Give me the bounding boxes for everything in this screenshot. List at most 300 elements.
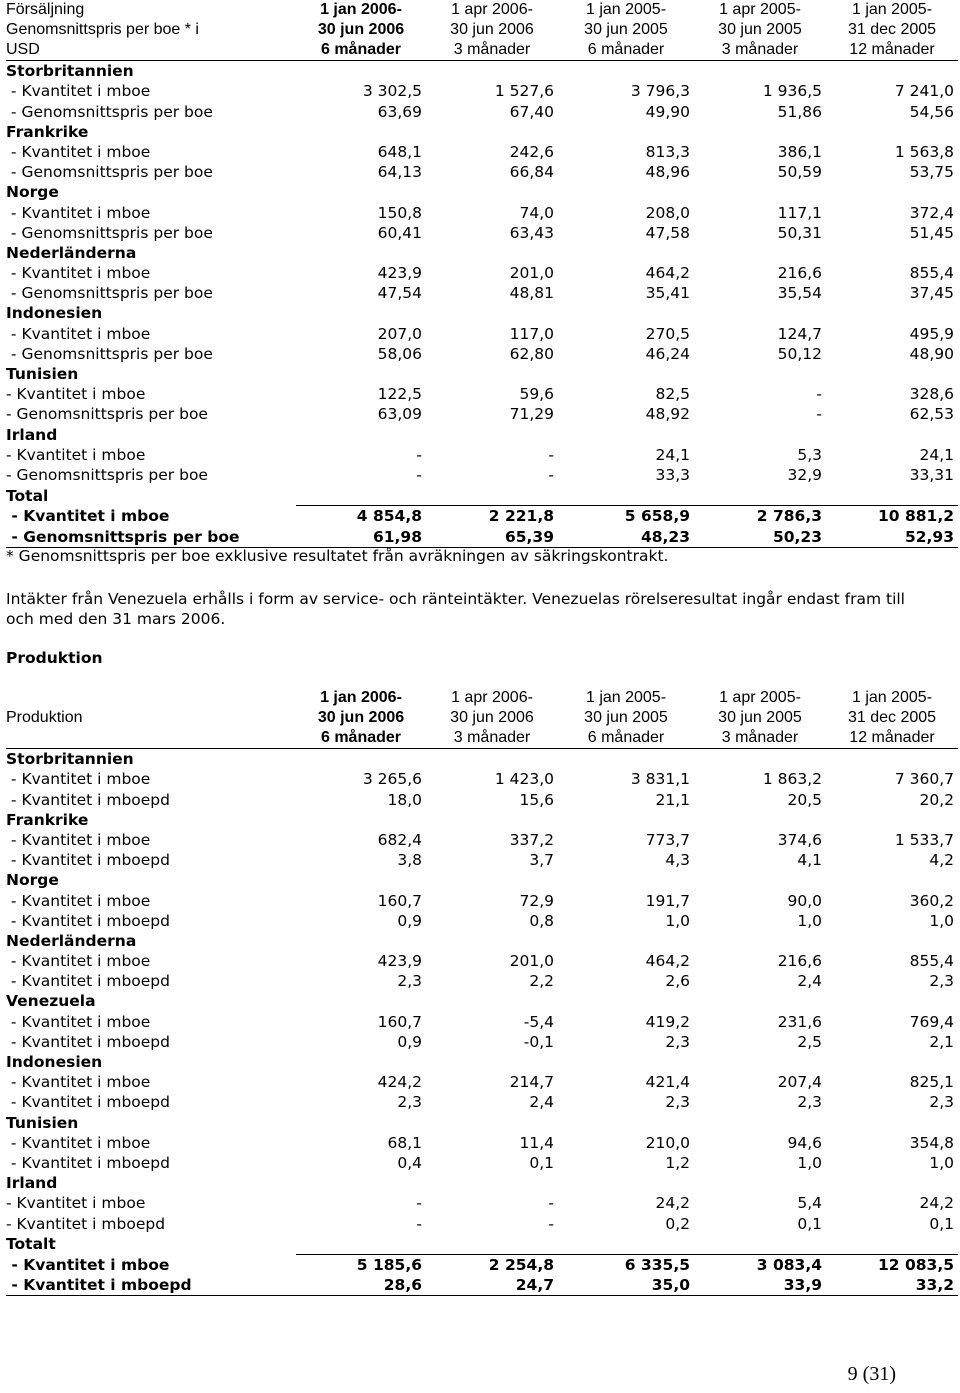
header-label-line: Genomsnittspris per boe * i [6, 21, 199, 38]
value-cell: -5,4 [523, 1012, 554, 1031]
value-cell: 5,4 [797, 1194, 822, 1213]
value-cell [426, 61, 558, 82]
value-cell: 51,86 [777, 102, 822, 121]
value-cell [558, 122, 694, 142]
value-cell: 6 335,5 [558, 1254, 694, 1275]
value-cell: - [548, 1194, 554, 1213]
value-cell: 11,4 [519, 1133, 554, 1152]
section-header-row [6, 749, 958, 770]
value-cell: 50,59 [777, 163, 822, 182]
value-cell: 82,5 [655, 385, 690, 404]
value-cell: 464,2 [645, 264, 690, 283]
value-cell [426, 1052, 558, 1072]
value-cell: 2,3 [397, 972, 422, 991]
value-cell [558, 303, 694, 323]
value-cell: 5,3 [797, 445, 822, 464]
value-cell: 122,5 [377, 385, 422, 404]
section-header-row [6, 485, 958, 506]
value-cell: 72,9 [519, 891, 554, 910]
row-label: - Genomsnittspris per boe [6, 223, 213, 242]
value-cell: 231,6 [777, 1012, 822, 1031]
value-cell: - [548, 445, 554, 464]
header-label-line [6, 728, 296, 748]
value-cell: 191,7 [645, 891, 690, 910]
value-cell: 1,0 [797, 911, 822, 930]
value-cell [426, 364, 558, 384]
header-period-line: 3 månader [453, 41, 531, 58]
value-cell [296, 870, 426, 890]
value-cell [296, 122, 426, 142]
value-cell: 0,1 [797, 1214, 822, 1233]
value-cell [694, 1052, 826, 1072]
value-cell: 24,7 [426, 1275, 558, 1296]
value-cell: 94,6 [787, 1133, 822, 1152]
header-period-line: 6 månader [587, 729, 665, 746]
table-row [6, 971, 958, 991]
table-row [6, 1133, 958, 1153]
value-cell: 2,4 [529, 1093, 554, 1112]
value-cell: 423,9 [377, 264, 422, 283]
header-period-cell [558, 688, 694, 749]
value-cell [826, 1112, 958, 1132]
value-cell: 2,4 [797, 972, 822, 991]
value-cell: 648,1 [377, 142, 422, 161]
section-header-row [6, 1234, 958, 1255]
value-cell [558, 424, 694, 444]
value-cell: 2,5 [797, 1032, 822, 1051]
table-row [6, 263, 958, 283]
value-cell [694, 182, 826, 202]
value-cell: 682,4 [377, 830, 422, 849]
value-cell [296, 1234, 426, 1255]
value-cell: 10 881,2 [826, 506, 958, 527]
value-cell [826, 991, 958, 1011]
value-cell [296, 931, 426, 951]
value-cell [826, 243, 958, 263]
value-cell: - [416, 1214, 422, 1233]
value-cell: 2,2 [529, 972, 554, 991]
value-cell [826, 1234, 958, 1255]
value-cell [296, 1173, 426, 1193]
value-cell: 67,40 [509, 102, 554, 121]
row-label: - Genomsnittspris per boe [6, 102, 213, 121]
header-period-cell [694, 0, 826, 61]
header-period-line: 30 jun 2005 [718, 21, 802, 38]
value-cell [558, 1234, 694, 1255]
row-label: - Kvantitet i mboe [6, 445, 146, 464]
header-label-line: USD [6, 41, 40, 58]
section-header-row [6, 931, 958, 951]
page-number: 9 (31) [847, 1363, 896, 1385]
section-header-row [6, 61, 958, 82]
value-cell [296, 810, 426, 830]
value-cell [426, 749, 558, 770]
row-label: - Kvantitet i mboe [6, 82, 151, 101]
table-row [6, 890, 958, 910]
value-cell [694, 931, 826, 951]
value-cell: 51,45 [909, 223, 954, 242]
value-cell [426, 485, 558, 506]
value-cell: 48,90 [909, 344, 954, 363]
header-label-cell [6, 688, 296, 749]
row-label: - Kvantitet i mboe [6, 891, 151, 910]
table-row [6, 162, 958, 182]
value-cell: 33,9 [694, 1275, 826, 1296]
row-label: - Kvantitet i mboepd [6, 851, 170, 870]
value-cell [558, 810, 694, 830]
header-period-line: 1 jan 2005- [585, 689, 667, 706]
header-period-line: 1 jan 2006- [320, 689, 402, 706]
table-row [6, 830, 958, 850]
value-cell [826, 182, 958, 202]
value-cell: 59,6 [519, 385, 554, 404]
value-cell [558, 1112, 694, 1132]
value-cell: 150,8 [377, 203, 422, 222]
value-cell: 24,1 [919, 445, 954, 464]
header-period-cell [296, 0, 426, 61]
section-label: Nederländerna [6, 931, 137, 950]
value-cell [558, 991, 694, 1011]
header-period-cell [426, 688, 558, 749]
row-label: - Kvantitet i mboepd [6, 1214, 166, 1233]
sales-table-container [6, 0, 958, 548]
section-header-row [6, 1112, 958, 1132]
value-cell: 3 831,1 [630, 770, 690, 789]
value-cell: 495,9 [909, 324, 954, 343]
section-label: Norge [6, 183, 59, 202]
value-cell: 773,7 [645, 830, 690, 849]
value-cell [694, 61, 826, 82]
value-cell: 50,23 [694, 526, 826, 547]
venezuela-paragraph: Intäkter från Venezuela erhålls i form av service- och ränteintäkter. Venezuelas rörelseresultat ingår endast fram till och med den 31 mars 2006. [6, 590, 905, 628]
value-cell: 216,6 [777, 264, 822, 283]
value-cell: 64,13 [377, 163, 422, 182]
header-period-line: 1 jan 2005- [851, 689, 933, 706]
value-cell: 3 265,6 [362, 770, 422, 789]
section-label: Norge [6, 871, 59, 890]
value-cell: 201,0 [509, 952, 554, 971]
value-cell: 423,9 [377, 952, 422, 971]
section-header-row [6, 424, 958, 444]
section-label: Tunisien [6, 365, 79, 383]
value-cell: 2,3 [397, 1093, 422, 1112]
value-cell: 58,06 [377, 344, 422, 363]
value-cell: 5 658,9 [558, 506, 694, 527]
value-cell [296, 182, 426, 202]
section-label: Irland [6, 1174, 58, 1193]
value-cell: 1,0 [929, 911, 954, 930]
row-label: - Kvantitet i mboepd [6, 1275, 296, 1296]
value-cell [426, 182, 558, 202]
header-row [6, 0, 958, 61]
value-cell: 4,1 [797, 851, 822, 870]
table-row [6, 1153, 958, 1173]
value-cell: 21,1 [655, 790, 690, 809]
value-cell: 0,8 [529, 911, 554, 930]
section-header-row [6, 303, 958, 323]
value-cell: - [816, 385, 822, 404]
header-label-line: Produktion [6, 709, 83, 726]
value-cell: 50,31 [777, 223, 822, 242]
value-cell [826, 424, 958, 444]
value-cell: 825,1 [909, 1073, 954, 1092]
value-cell [296, 485, 426, 506]
value-cell [694, 810, 826, 830]
value-cell: 63,09 [377, 405, 422, 424]
header-label-cell [6, 0, 296, 61]
value-cell [558, 243, 694, 263]
header-period-line: 30 jun 2005 [584, 709, 668, 726]
value-cell [296, 1052, 426, 1072]
header-period-cell [296, 688, 426, 749]
value-cell: 60,41 [377, 223, 422, 242]
value-cell [296, 61, 426, 82]
value-cell: 160,7 [377, 1012, 422, 1031]
header-period-cell [558, 0, 694, 61]
value-cell [296, 991, 426, 1011]
value-cell: 214,7 [509, 1073, 554, 1092]
section-header-row [6, 243, 958, 263]
value-cell: 53,75 [909, 163, 954, 182]
value-cell: 5 185,6 [296, 1254, 426, 1275]
section-header-row [6, 182, 958, 202]
sales-table [6, 0, 958, 548]
value-cell [296, 749, 426, 770]
production-table-container [6, 688, 958, 1296]
row-label: - Genomsnittspris per boe [6, 284, 213, 303]
value-cell: 63,43 [509, 223, 554, 242]
production-heading: Produktion [6, 649, 103, 667]
header-period-line: 30 jun 2005 [718, 709, 802, 726]
row-label: - Kvantitet i mboepd [6, 1153, 170, 1172]
value-cell: 47,54 [377, 284, 422, 303]
table-row [6, 1193, 958, 1213]
section-header-row [6, 122, 958, 142]
value-cell: 2 786,3 [694, 506, 826, 527]
row-label: - Kvantitet i mboe [6, 770, 151, 789]
value-cell: 2 221,8 [426, 506, 558, 527]
value-cell: 1,0 [665, 911, 690, 930]
value-cell: 360,2 [909, 891, 954, 910]
value-cell [826, 749, 958, 770]
value-cell: 1 936,5 [762, 82, 822, 101]
value-cell [694, 485, 826, 506]
row-label: - Kvantitet i mboe [6, 1012, 151, 1031]
value-cell [558, 1173, 694, 1193]
value-cell: 48,23 [558, 526, 694, 547]
value-cell: 0,9 [397, 1032, 422, 1051]
value-cell: 328,6 [909, 385, 954, 404]
header-period-line: 1 apr 2005- [719, 1, 801, 18]
table-row [6, 1213, 958, 1233]
section-header-row [6, 1052, 958, 1072]
value-cell [558, 749, 694, 770]
value-cell: 160,7 [377, 891, 422, 910]
value-cell [826, 870, 958, 890]
value-cell: 49,90 [645, 102, 690, 121]
value-cell: 3,8 [397, 851, 422, 870]
value-cell: - [416, 465, 422, 484]
row-label: - Kvantitet i mboe [6, 264, 151, 283]
table-row [6, 344, 958, 364]
value-cell: 52,93 [826, 526, 958, 547]
value-cell [826, 810, 958, 830]
header-period-line: 6 månader [320, 729, 402, 746]
table-row [6, 911, 958, 931]
value-cell [426, 870, 558, 890]
value-cell: 2 254,8 [426, 1254, 558, 1275]
value-cell: 46,24 [645, 344, 690, 363]
value-cell: 50,12 [777, 344, 822, 363]
row-label: - Kvantitet i mboe [6, 324, 151, 343]
header-period-line: 30 jun 2006 [317, 21, 405, 38]
value-cell: 28,6 [296, 1275, 426, 1296]
section-header-row [6, 364, 958, 384]
value-cell [826, 1173, 958, 1193]
value-cell: 210,0 [645, 1133, 690, 1152]
value-cell: 35,41 [645, 284, 690, 303]
table-row [6, 1275, 958, 1296]
table-row [6, 1072, 958, 1092]
section-label: Total [6, 486, 49, 505]
value-cell: 0,9 [397, 911, 422, 930]
value-cell: 24,2 [919, 1194, 954, 1213]
value-cell: 117,1 [777, 203, 822, 222]
value-cell: 1 423,0 [494, 770, 554, 789]
table-row [6, 465, 958, 485]
value-cell: 337,2 [509, 830, 554, 849]
section-header-row [6, 991, 958, 1011]
value-cell: 855,4 [909, 264, 954, 283]
table-row [6, 384, 958, 404]
value-cell [826, 303, 958, 323]
section-header-row [6, 870, 958, 890]
table-row [6, 769, 958, 789]
table-row [6, 323, 958, 343]
table-row [6, 1092, 958, 1112]
value-cell: 71,29 [509, 405, 554, 424]
value-cell: 424,2 [377, 1073, 422, 1092]
value-cell [426, 243, 558, 263]
value-cell [426, 303, 558, 323]
value-cell: 464,2 [645, 952, 690, 971]
value-cell: 1 527,6 [494, 82, 554, 101]
value-cell: 354,8 [909, 1133, 954, 1152]
section-label: Storbritannien [6, 62, 134, 81]
value-cell: 1 533,7 [894, 830, 954, 849]
row-label: - Genomsnittspris per boe [6, 344, 213, 363]
value-cell [694, 364, 826, 384]
value-cell [426, 991, 558, 1011]
table-row [6, 1011, 958, 1031]
value-cell: 3,7 [529, 851, 554, 870]
value-cell: 117,0 [509, 324, 554, 343]
table-row [6, 223, 958, 243]
value-cell [558, 364, 694, 384]
value-cell: 20,2 [919, 790, 954, 809]
row-label: - Genomsnittspris per boe [6, 405, 208, 424]
value-cell [296, 364, 426, 384]
header-period-line: 31 dec 2005 [847, 21, 937, 38]
value-cell: 0,4 [397, 1153, 422, 1172]
row-label: - Kvantitet i mboepd [6, 1093, 170, 1112]
value-cell: 372,4 [909, 203, 954, 222]
value-cell: 66,84 [509, 163, 554, 182]
value-cell: 62,53 [909, 405, 954, 424]
header-period-line: 12 månader [849, 729, 935, 746]
value-cell [296, 243, 426, 263]
table-row [6, 81, 958, 101]
value-cell: 386,1 [777, 142, 822, 161]
value-cell: - [416, 445, 422, 464]
table-row [6, 283, 958, 303]
value-cell [426, 424, 558, 444]
header-period-line: 1 apr 2006- [451, 1, 533, 18]
value-cell: 12 083,5 [826, 1254, 958, 1275]
value-cell: 1,0 [797, 1153, 822, 1172]
value-cell [826, 364, 958, 384]
row-label: - Kvantitet i mboe [6, 1194, 146, 1213]
value-cell: 813,3 [645, 142, 690, 161]
value-cell: 18,0 [387, 790, 422, 809]
value-cell: 242,6 [509, 142, 554, 161]
header-period-line: 30 jun 2006 [317, 709, 405, 726]
section-label: Irland [6, 425, 58, 444]
value-cell: 4,2 [929, 851, 954, 870]
value-cell [826, 122, 958, 142]
value-cell: 24,2 [655, 1194, 690, 1213]
table-row [6, 850, 958, 870]
header-period-cell [426, 0, 558, 61]
row-label: - Kvantitet i mboe [6, 385, 146, 404]
value-cell: 32,9 [787, 465, 822, 484]
production-table [6, 688, 958, 1296]
section-header-row [6, 1173, 958, 1193]
value-cell: 2,6 [665, 972, 690, 991]
header-row [6, 688, 958, 749]
value-cell [558, 61, 694, 82]
value-cell: 201,0 [509, 264, 554, 283]
value-cell: 24,1 [655, 445, 690, 464]
table-row [6, 445, 958, 465]
value-cell: 2,3 [929, 972, 954, 991]
value-cell [558, 485, 694, 506]
row-label: - Kvantitet i mboe [6, 1073, 151, 1092]
header-period-line: 6 månader [587, 41, 665, 58]
value-cell: 61,98 [296, 526, 426, 547]
value-cell: 207,0 [377, 324, 422, 343]
value-cell: - [548, 465, 554, 484]
value-cell [426, 1173, 558, 1193]
header-period-cell [826, 688, 958, 749]
row-label: - Genomsnittspris per boe [6, 526, 296, 547]
header-period-line: 30 jun 2006 [450, 21, 534, 38]
value-cell: 63,69 [377, 102, 422, 121]
value-cell [826, 485, 958, 506]
value-cell: 7 360,7 [894, 770, 954, 789]
table-row [6, 1032, 958, 1052]
row-label: - Genomsnittspris per boe [6, 163, 213, 182]
value-cell: 3 083,4 [694, 1254, 826, 1275]
value-cell: - [816, 405, 822, 424]
header-period-line: 1 jan 2006- [320, 1, 402, 18]
value-cell: 2,3 [929, 1093, 954, 1112]
value-cell [826, 1052, 958, 1072]
value-cell: 33,2 [826, 1275, 958, 1296]
section-label: Frankrike [6, 810, 89, 829]
row-label: - Kvantitet i mboe [6, 142, 151, 161]
section-label: Indonesien [6, 1053, 103, 1071]
